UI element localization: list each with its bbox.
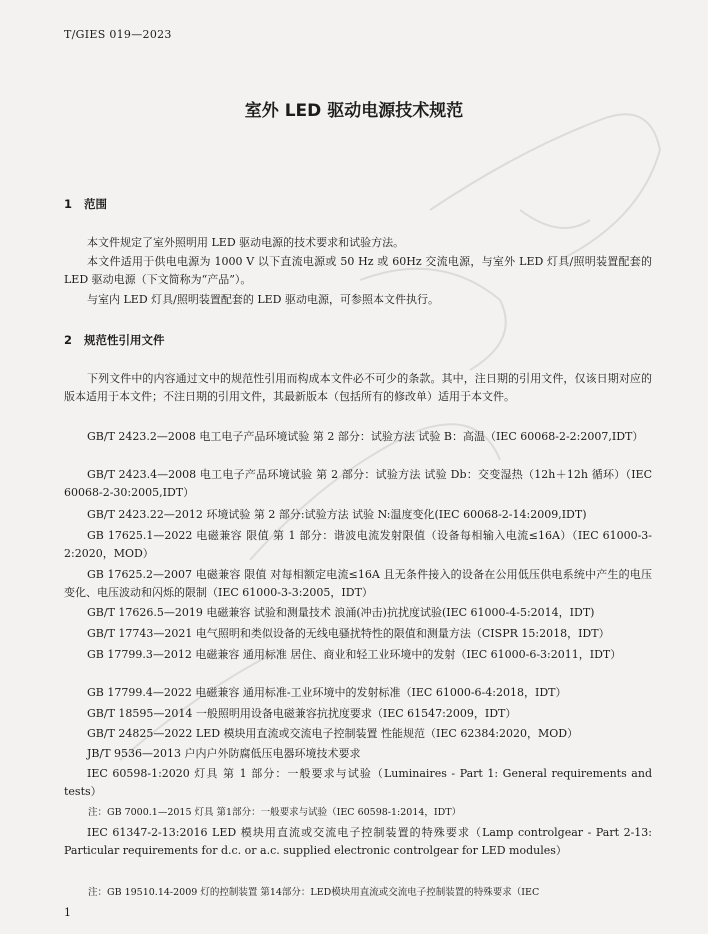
reference-item: GB/T 18595—2014 一般照明用设备电磁兼容抗扰度要求（IEC 61547:2009，IDT） xyxy=(87,707,517,720)
reference-item: GB/T 17626.5—2019 电磁兼容 试验和测量技术 浪涌(冲击)抗扰度试验(IEC 61000-4-5:2014，IDT) xyxy=(87,606,595,619)
section-1-title: 范围 xyxy=(84,197,107,211)
reference-note-2: 注：GB 19510.14-2009 灯的控制装置 第14部分：LED模块用直流或交流电子控制装置的特殊要求（IEC xyxy=(88,887,540,898)
scope-paragraph-3: 与室内 LED 灯具/照明装置配套的 LED 驱动电源，可参照本文件执行。 xyxy=(87,293,439,306)
reference-item-iec61347: IEC 61347-2-13:2016 LED 模块用直流或交流电子控制装置的特殊要求（Lamp controlgear - Part 2-13: Particular requirements for d.c. or a.c. supplied electronic controlgear for LED modules） xyxy=(64,826,652,857)
document-code: T/GIES 019—2023 xyxy=(64,28,172,41)
scope-paragraph-2: 本文件适用于供电电源为 1000 V 以下直流电源或 50 Hz 或 60Hz 交流电源，与室外 LED 灯具/照明装置配套的 LED 驱动电源（下文简称为“产品”）。 xyxy=(64,255,652,286)
section-2-number: 2 xyxy=(64,333,73,347)
reference-item: GB 17625.1—2022 电磁兼容 限值 第 1 部分：谐波电流发射限值（设备每相输入电流≤16A）（IEC 61000-3-2:2020，MOD） xyxy=(64,529,652,560)
document-title: 室外 LED 驱动电源技术规范 xyxy=(244,101,464,121)
section-1-heading xyxy=(64,196,107,212)
reference-item: GB/T 24825—2022 LED 模块用直流或交流电子控制装置 性能规范（IEC 62384:2020，MOD） xyxy=(87,727,579,740)
reference-note-1: 注：GB 7000.1—2015 灯具 第1部分：一般要求与试验（IEC 60598-1:2014，IDT） xyxy=(88,807,462,818)
reference-item: GB/T 2423.22—2012 环境试验 第 2 部分:试验方法 试验 N:温度变化(IEC 60068-2-14:2009,IDT) xyxy=(87,508,587,521)
section-2-title: 规范性引用文件 xyxy=(84,333,165,347)
reference-item: JB/T 9536—2013 户内户外防腐低压电器环境技术要求 xyxy=(87,747,361,760)
reference-item: GB 17799.3—2012 电磁兼容 通用标准 居住、商业和轻工业环境中的发射（IEC 61000-6-3:2011，IDT） xyxy=(87,648,622,661)
reference-item: GB 17799.4—2022 电磁兼容 通用标准-工业环境中的发射标准（IEC 61000-6-4:2018，IDT） xyxy=(87,686,567,699)
reference-item: GB/T 2423.4—2008 电工电子产品环境试验 第 2 部分：试验方法 试验 Db：交变湿热（12h＋12h 循环）（IEC 60068-2-30:2005,IDT） xyxy=(64,468,652,499)
reference-item: IEC 60598-1:2020 灯具 第 1 部分：一般要求与试验（Luminaires - Part 1: General requirements and tests） xyxy=(64,767,652,798)
page-number: 1 xyxy=(64,906,71,919)
reference-item: GB 17625.2—2007 电磁兼容 限值 对每相额定电流≤16A 且无条件接入的设备在公用低压供电系统中产生的电压变化、电压波动和闪烁的限制（IEC 61000-3-3:2005，IDT） xyxy=(64,568,652,599)
scope-paragraph-1: 本文件规定了室外照明用 LED 驱动电源的技术要求和试验方法。 xyxy=(87,236,405,249)
section-1-number: 1 xyxy=(64,197,73,211)
section-2-heading xyxy=(64,332,165,348)
reference-item: GB/T 2423.2—2008 电工电子产品环境试验 第 2 部分：试验方法 试验 B：高温（IEC 60068-2-2:2007,IDT） xyxy=(87,430,644,443)
references-intro: 下列文件中的内容通过文中的规范性引用而构成本文件必不可少的条款。其中，注日期的引用文件，仅该日期对应的版本适用于本文件；不注日期的引用文件，其最新版本（包括所有的修改单）适用于本文件。 xyxy=(64,372,652,403)
reference-item: GB/T 17743—2021 电气照明和类似设备的无线电骚扰特性的限值和测量方法（CISPR 15:2018，IDT） xyxy=(87,627,610,640)
